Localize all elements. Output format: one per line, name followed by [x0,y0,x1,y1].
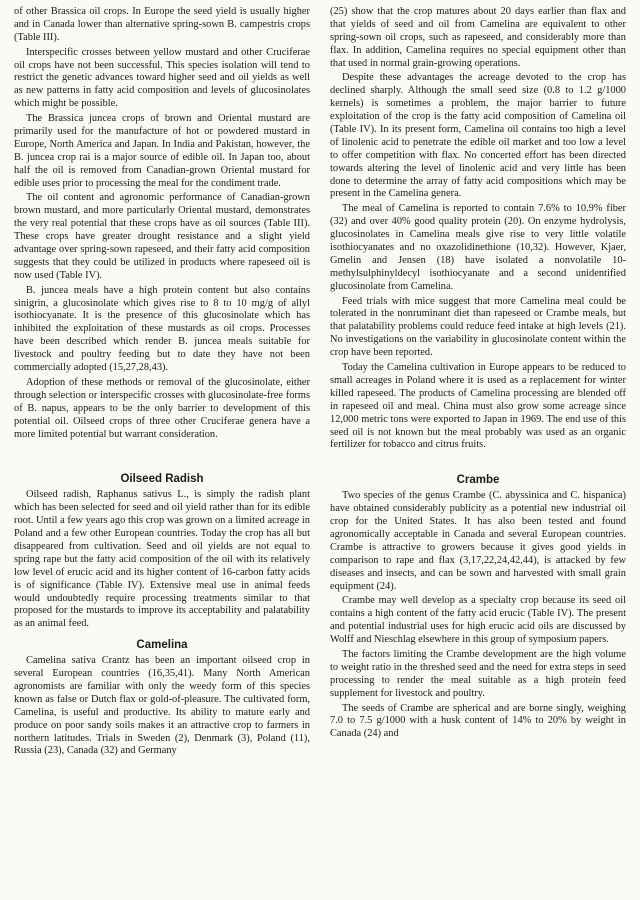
paragraph: Adoption of these methods or removal of the glucosinolate, either through selection or interspecific crosses with glucosinolate-free forms of B. napus, appears to be the only barrier to development of this potential oil. Oilseed crops of three other Cruciferae genera have a more limited potential but warrant consideration. [14,376,310,440]
section-heading-oilseed-radish: Oilseed Radish [120,473,204,486]
paragraph: of other Brassica oil crops. In Europe the seed yield is usually higher and in Canada lower than alternative spring-sown B. campestris crops (Table III). [14,6,310,43]
paragraph: The seeds of Crambe are spherical and are borne singly, weighing 7.0 to 7.5 g/1000 with a husk content of 14% to 20% by weight in Canada (24) and [330,702,626,740]
right-column [330,6,626,900]
paragraph: Feed trials with mice suggest that more Camelina meal could be tolerated in the nonruminant diet than rapeseed or Crambe meals, but that palatability problems could reduce feed intake at high levels (21). No investigations on the variability in glucosinolate content within the crop have been reported. [330,295,626,359]
paragraph: The meal of Camelina is reported to contain 7.6% to 10.9% fiber (32) and over 40% good quality protein (20). On enzyme hydrolysis, glucosinolates in Camelina meals give rise to very little volatile isothiocyanates and no oxazolidinethione (10,32). However, Kjaer, Gmelin and Jensen (18) have isolated a nonvolatile 10-methylsulphinyldecyl isothiocyanate and a second unidentified glucosinolate from Camelina. [330,203,626,292]
paragraph: Two species of the genus Crambe (C. abyssinica and C. hispanica) have obtained considerably publicity as a potential new industrial oil crop for the United States. It has also been tested and found agronomically acceptable in Canada and several European countries. Crambe is attractive to growers because it gives good yields in comparison to rape and flax (3,17,22,24,42,44), is attacked by few diseases and insects, and can be sown and harvested with small grain equipment (24). [330,490,626,592]
paragraph: B. juncea meals have a high protein content but also contains sinigrin, a glucosinolate which gives rise to 8 to 10 mg/g of allyl isothiocyanate. It is the presence of this glucosinolate which has inhibited the exploitation of these mustards as oil crops. Processes have been described which render B. juncea meals suitable for livestock and poultry feeding but to date they have not been commercially adopted (15,27,28,43). [14,284,310,374]
section-heading-camelina: Camelina [136,639,188,652]
paragraph: The factors limiting the Crambe development are the high volume to weight ratio in the threshed seed and the need for extra steps in seed processing to render the meal suitable as a high protein feed supplement for livestock and poultry. [330,648,626,699]
section-spacer [330,454,626,466]
section-heading-crambe: Crambe [456,474,500,487]
left-column [14,6,310,900]
paragraph: Despite these advantages the acreage devoted to the crop has declined sharply. Although the small seed size (0.8 to 1.2 g/1000 kernels) is sometimes a problem, the major barrier to future exploitation of the crop is the fatty acid composition of Camelina oil (Table IV). In its present form, Camelina oil contains too high a level of linolenic acid to penetrate the edible oil market and too low a level to offer competition with flax. No concerted effort has been directed towards altering the level of linolenic acid and very little has been done to determine the array of fatty acid compositions which may be present in the Camelina genera. [330,72,626,200]
paragraph: The oil content and agronomic performance of Canadian-grown brown mustard, and more particularly Oriental mustard, demonstrates the very real potential that these crops have as oil sources (Table III). These crops have greater drought resistance and a slight yield advantage over spring-sown rapeseed, and their fatty acid composition suggests that they could be utilized in products where rapeseed oil is now used (Table IV). [14,192,310,281]
paragraph: Camelina sativa Crantz has been an important oilseed crop in several European countries (16,35,41). Many North American agronomists are familiar with only the weedy form of this species known as false or Dutch flax or gold-of-pleasure. The cultivated form, Camelina, is useful and productive. Its ability to mature early and produce on poor sandy soils makes it an attractive crop to farmers in northern latitudes. Trials in Sweden (2), Denmark (3), Poland (11), Russia (23), Canada (32) and Germany [14,655,310,757]
paragraph: Interspecific crosses between yellow mustard and other Cruciferae oil crops have not been successful. This species isolation will tend to restrict the genetic advances toward higher seed and oil yields as well as new patterns in fatty acid composition and levels of glucosinolates which might be possible. [14,46,310,110]
paragraph: Oilseed radish, Raphanus sativus L., is simply the radish plant which has been selected for seed and oil yield rather than for its edible root. Until a few years ago this crop was grown on a limited acreage in Poland and a few other European countries. Today the crop has all but disappeared from cultivation. Seed and oil yields are not equal to spring rape but the fatty acid composition of the oil with its relatively low level of erucic acid and its higher content of 16-carbon fatty acids is of significance (Table IV). Extensive meal use in animal feeds would undoubtedly require processing treatments similar to that proposed for the mustards to improve its acceptability and palatability as an animal feed. [14,489,310,630]
paragraph: (25) show that the crop matures about 20 days earlier than flax and that yields of seed and oil from Camelina are equivalent to other spring-sown oil crops, such as rapeseed, and considerably more than flax. In addition, Camelina requires no special equipment other than that used in normal grain-growing operations. [330,6,626,69]
paragraph: The Brassica juncea crops of brown and Oriental mustard are primarily used for the manufacture of hot or powdered mustard in Europe, North America and Japan. In India and Pakistan, however, the B. juncea crop rai is a major source of edible oil. In Japan too, about half the oil is removed from Canadian-grown Oriental mustard for edible uses prior to processing the meal for the condiment trade. [14,113,310,189]
paragraph: Crambe may well develop as a specialty crop because its seed oil contains a high content of the fatty acid erucic (Table IV). The present and potential industrial uses for high erucic acid oils are discussed by Wolff and Nieschlag elsewhere in this group of symposium papers. [330,595,626,646]
section-spacer [14,443,310,465]
paragraph: Today the Camelina cultivation in Europe appears to be reduced to small acreages in Poland where it is used as a replacement for winter killed rapeseed. The products of Camelina processing are blended off in rapeseed oil and meal. China must also grow some acreage since 12,000 metric tons were exported to Japan in 1969. The end use of this seed oil is not known but the meal probably was used as an organic fertilizer for tobacco and citrus fruits. [330,362,626,451]
